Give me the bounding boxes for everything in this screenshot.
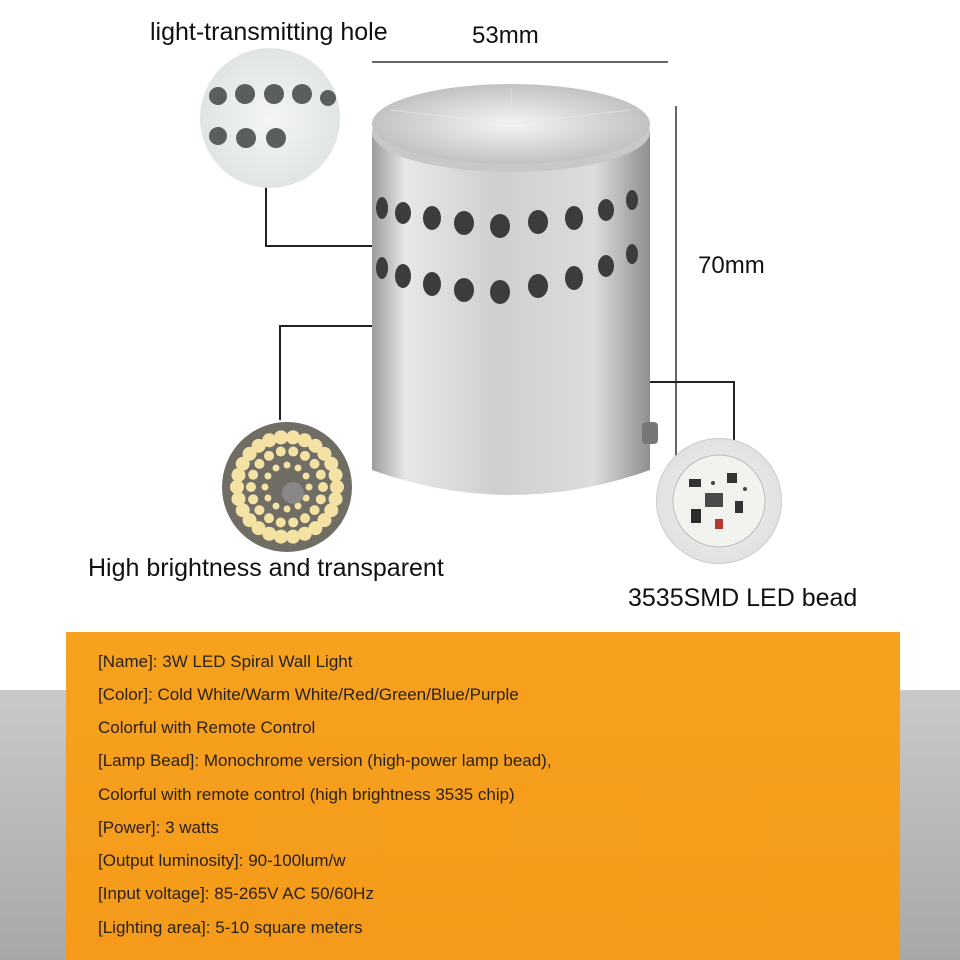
spec-lamp-bead: [Lamp Bead]: Monochrome version (high-power lamp bead), [98, 751, 552, 770]
spec-panel [66, 632, 900, 960]
spec-lamp-bead-colorful: Colorful with remote control (high brightness 3535 chip) [98, 785, 515, 804]
brightness-label: High brightness and transparent [88, 554, 444, 582]
lamp-product-image [360, 70, 680, 520]
spec-power: [Power]: 3 watts [98, 818, 219, 837]
spec-name: [Name]: 3W LED Spiral Wall Light [98, 652, 353, 671]
width-dimension-label: 53mm [472, 22, 539, 49]
mount-screw [642, 422, 658, 444]
led-bead-label: 3535SMD LED bead [628, 584, 858, 612]
hole-label: light-transmitting hole [150, 18, 388, 46]
brightness-zoom-circle [222, 422, 352, 552]
spec-voltage: [Input voltage]: 85-265V AC 50/60Hz [98, 884, 374, 903]
brightness-leader-line [280, 326, 372, 420]
spec-color-remote: Colorful with Remote Control [98, 718, 316, 737]
spec-color: [Color]: Cold White/Warm White/Red/Green/Blue/Purple [98, 685, 519, 704]
spec-lighting-area: [Lighting area]: 5-10 square meters [98, 918, 363, 937]
height-dimension-label: 70mm [698, 252, 765, 279]
led-ring-graphic [222, 422, 352, 552]
holes-zoom-circle [200, 48, 340, 188]
spec-luminosity: [Output luminosity]: 90-100lum/w [98, 851, 346, 870]
led-bead-zoom-circle [656, 438, 782, 564]
